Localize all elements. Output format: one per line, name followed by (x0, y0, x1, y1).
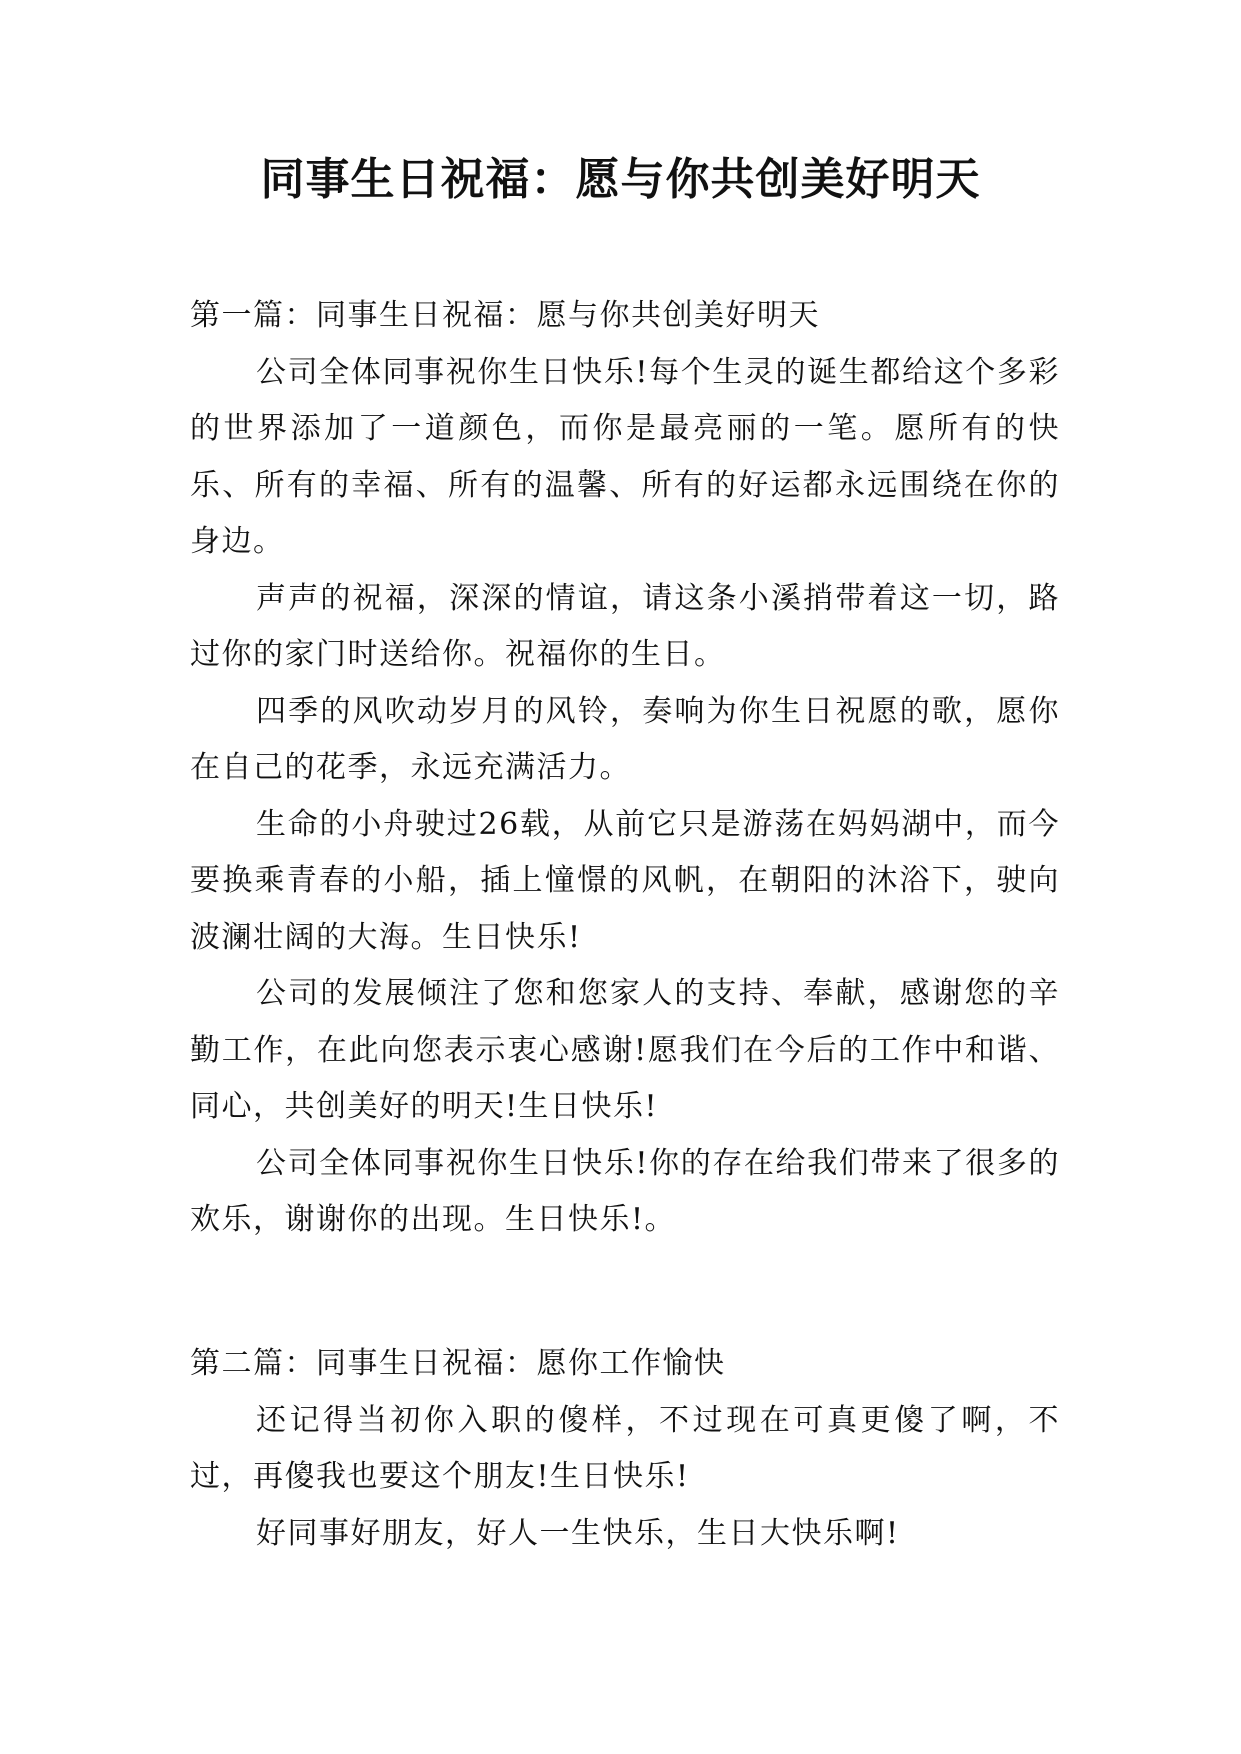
section-2-heading: 第二篇：同事生日祝福：愿你工作愉快 (190, 1346, 726, 1381)
section-2-paragraph-1: 还记得当初你入职的傻样，不过现在可真更傻了啊，不过，再傻我也要这个朋友!生日快乐! (190, 1402, 1060, 1494)
section-1-paragraph-1: 公司全体同事祝你生日快乐!每个生灵的诞生都给这个多彩的世界添加了一道颜色，而你是最亮丽的一笔。愿所有的快乐、所有的幸福、所有的温馨、所有的好运都永远围绕在你的身边。 (190, 354, 1060, 559)
section-2 (190, 1336, 1060, 1562)
section-1-paragraph-3: 四季的风吹动岁月的风铃，奏响为你生日祝愿的歌，愿你在自己的花季，永远充满活力。 (190, 693, 1060, 785)
section-2-paragraph-2: 好同事好朋友，好人一生快乐，生日大快乐啊! (256, 1515, 900, 1551)
section-1-paragraph-5: 公司的发展倾注了您和您家人的支持、奉献，感谢您的辛勤工作，在此向您表示衷心感谢!愿我们在今后的工作中和谐、同心，共创美好的明天!生日快乐! (190, 976, 1060, 1124)
document-title: 同事生日祝福：愿与你共创美好明天 (260, 154, 981, 205)
section-1-paragraph-2: 声声的祝福，深深的情谊，请这条小溪捎带着这一切，路过你的家门时送给你。祝福你的生日。 (190, 580, 1060, 672)
section-1-paragraph-4: 生命的小舟驶过26载，从前它只是游荡在妈妈湖中，而今要换乘青春的小船，插上憧憬的风帆，在朝阳的沐浴下，驶向波澜壮阔的大海。生日快乐! (190, 806, 1060, 955)
section-1 (190, 288, 1060, 1249)
section-1-paragraph-6: 公司全体同事祝你生日快乐!你的存在给我们带来了很多的欢乐，谢谢你的出现。生日快乐!。 (190, 1145, 1060, 1237)
section-1-heading: 第一篇：同事生日祝福：愿与你共创美好明天 (190, 298, 820, 333)
